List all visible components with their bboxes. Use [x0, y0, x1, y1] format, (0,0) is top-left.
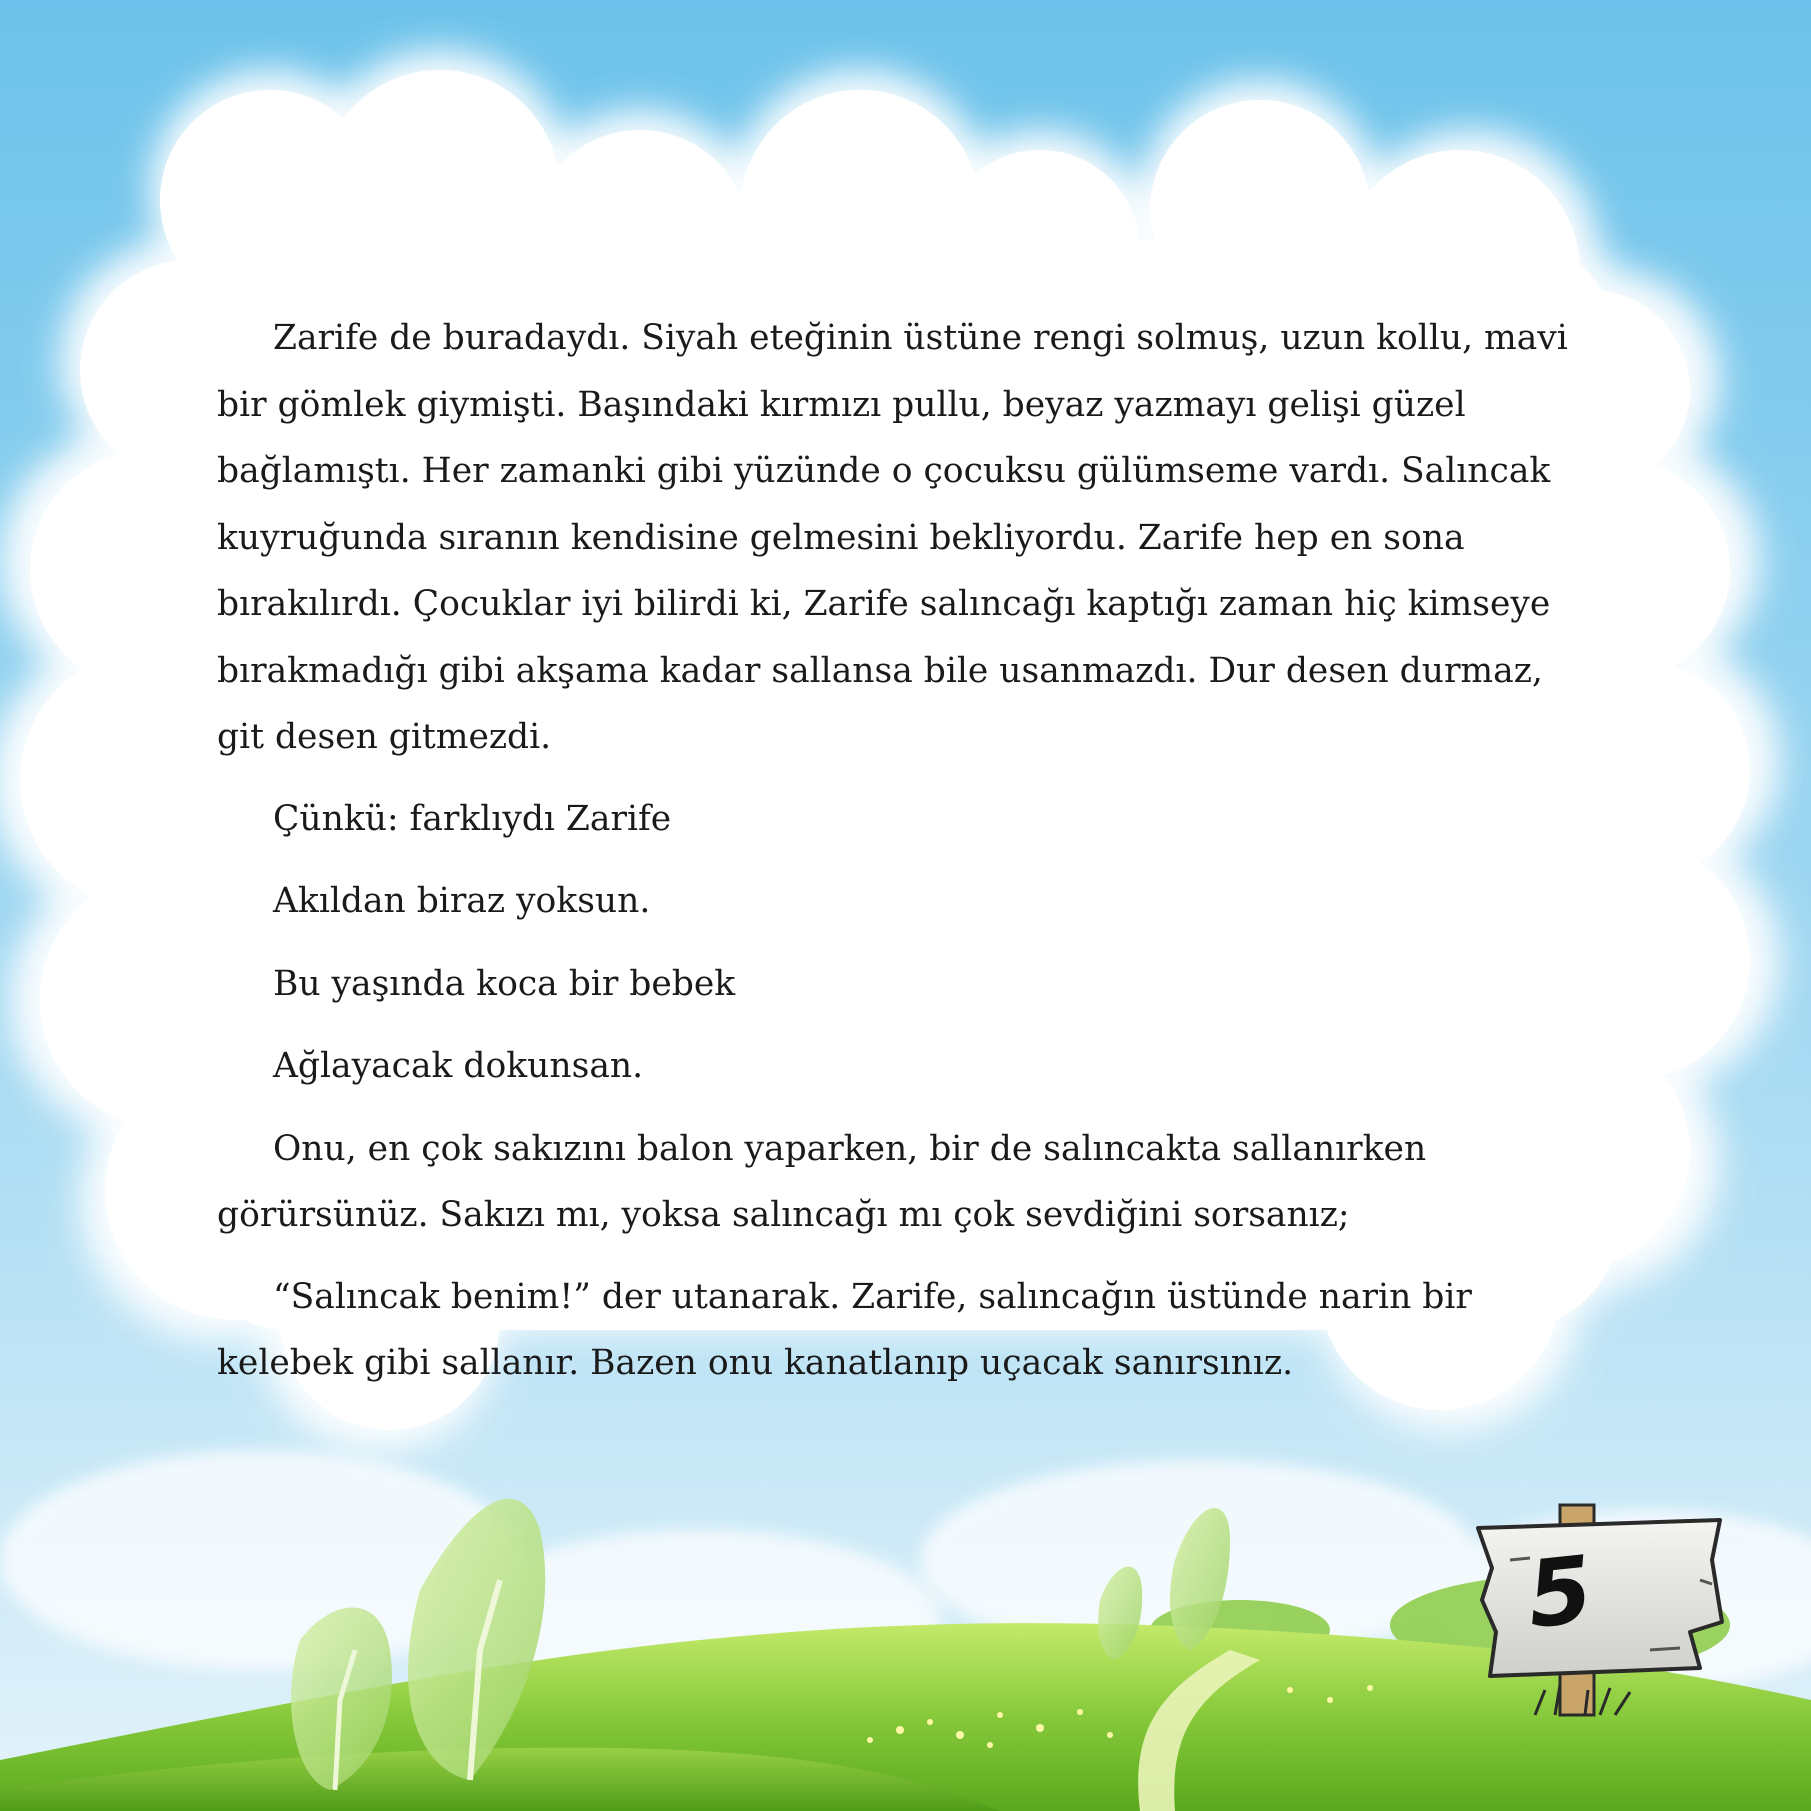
page-number: 5: [1522, 1535, 1598, 1650]
paragraph: Zarife de buradaydı. Siyah eteğinin üstüne rengi solmuş, uzun kollu, mavi bir gömlek giymişti. Başındaki kırmızı pullu, beyaz yazmayı gelişi güzel bağlamıştı. Her zamanki gibi yüzünde o çocuksu gülümseme vardı. Salıncak kuyruğunda sıranın kendisine gelmesini bekliyordu. Zarife hep en sona bırakılırdı. Çocuklar iyi bilirdi ki, Zarife salıncağı kaptığı zaman hiç kimseye bırakmadığı gibi akşama kadar sallansa bile usanmazdı. Dur desen durmaz, git desen gitmezdi.: [217, 318, 1568, 757]
verse-line: Akıldan biraz yoksun.: [273, 881, 651, 921]
paragraph: “Salıncak benim!” der utanarak. Zarife, salıncağın üstünde narin bir kelebek gibi sallanır. Bazen onu kanatlanıp uçacak sanırsınız.: [217, 1276, 1472, 1383]
verse-line: Ağlayacak dokunsan.: [273, 1046, 644, 1086]
paragraph: Onu, en çok sakızını balon yaparken, bir de salıncakta sallanırken görürsünüz. Sakızı mı, yoksa salıncağı mı çok sevdiğini sorsanız;: [217, 1128, 1427, 1235]
story-text: [217, 305, 1577, 1412]
verse-line: Bu yaşında koca bir bebek: [273, 963, 736, 1004]
verse-line: Çünkü: farklıydı Zarife: [273, 798, 672, 839]
